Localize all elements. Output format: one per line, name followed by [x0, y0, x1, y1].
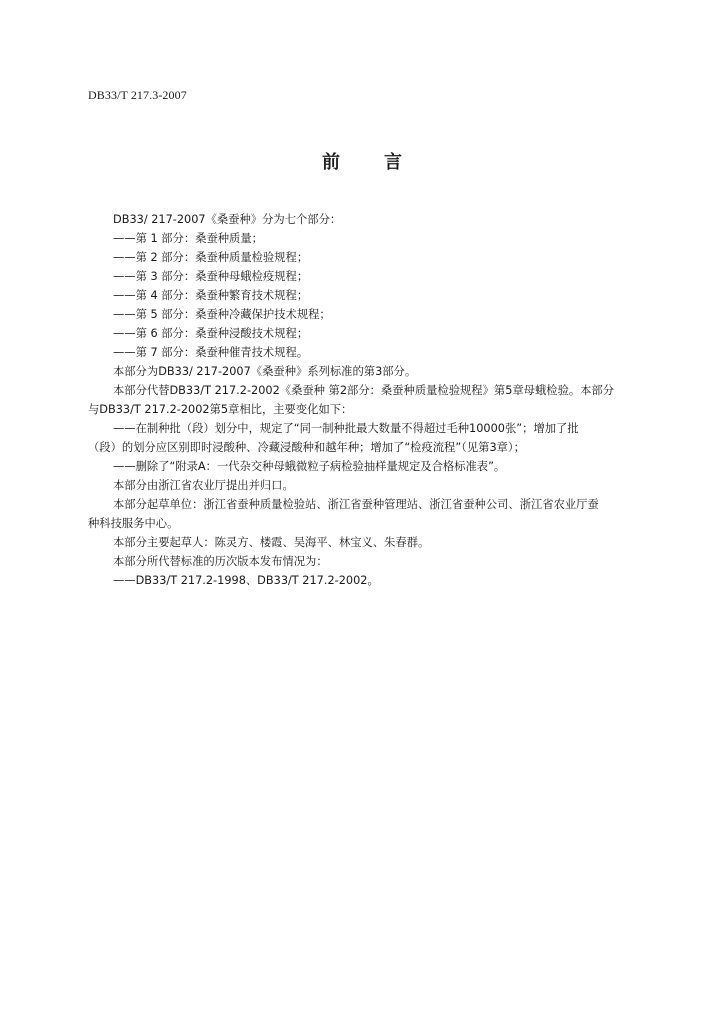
- list-item: ——第 7 部分：桑蚕种催青技术规程。: [113, 346, 309, 359]
- list-item: ——删除了“附录A：一代杂交种母蛾微粒子病检验抽样量规定及合格标准表”。: [113, 460, 506, 473]
- list-item: ——第 3 部分：桑蚕种母蛾检疫规程；: [113, 270, 309, 283]
- page-title: [0, 148, 724, 174]
- paragraph-line: 本部分代替DB33/T 217.2-2002《桑蚕种 第2部分：桑蚕种质量检验规程》第5章母蛾检验。本部分: [113, 384, 615, 397]
- list-item: ——DB33/T 217.2-1998、DB33/T 217.2-2002。: [113, 574, 379, 587]
- list-item: ——第 1 部分：桑蚕种质量；: [113, 232, 263, 245]
- title-char-2: 言: [384, 152, 402, 173]
- paragraph-line: 本部分起草单位：浙江省蚕种质量检验站、浙江省蚕种管理站、浙江省蚕种公司、浙江省农业厅蚕: [113, 498, 599, 511]
- paragraph-line: （段）的划分应区别即时浸酸种、冷藏浸酸种和越年种；增加了“检疫流程”（见第3章）；: [88, 441, 525, 454]
- document-id: DB33/T 217.3-2007: [88, 88, 187, 102]
- paragraph-line: 与DB33/T 217.2-2002第5章相比，主要变化如下：: [88, 403, 353, 416]
- title-char-1: 前: [322, 152, 340, 173]
- paragraph-line: 本部分为DB33/ 217-2007《桑蚕种》系列标准的第3部分。: [113, 365, 417, 378]
- foreword-body: [88, 210, 636, 590]
- list-item: ——第 6 部分：桑蚕种浸酸技术规程；: [113, 327, 309, 340]
- list-item: ——在制种批（段）划分中，规定了“同一制种批最大数量不得超过毛种10000张”；增加了批: [113, 422, 579, 435]
- paragraph-line: 本部分所代替标准的历次版本发布情况为：: [113, 555, 328, 568]
- paragraph-line: 本部分由浙江省农业厅提出并归口。: [113, 479, 294, 492]
- list-item: ——第 2 部分：桑蚕种质量检验规程；: [113, 251, 309, 264]
- paragraph-line: 本部分主要起草人：陈灵方、楼霞、吴海平、林宝义、朱春群。: [113, 536, 430, 549]
- paragraph-line: 种科技服务中心。: [88, 517, 179, 530]
- list-item: ——第 5 部分：桑蚕种冷藏保护技术规程；: [113, 308, 331, 321]
- list-item: ——第 4 部分：桑蚕种繁育技术规程；: [113, 289, 309, 302]
- paragraph-line: DB33/ 217-2007《桑蚕种》分为七个部分：: [113, 213, 342, 226]
